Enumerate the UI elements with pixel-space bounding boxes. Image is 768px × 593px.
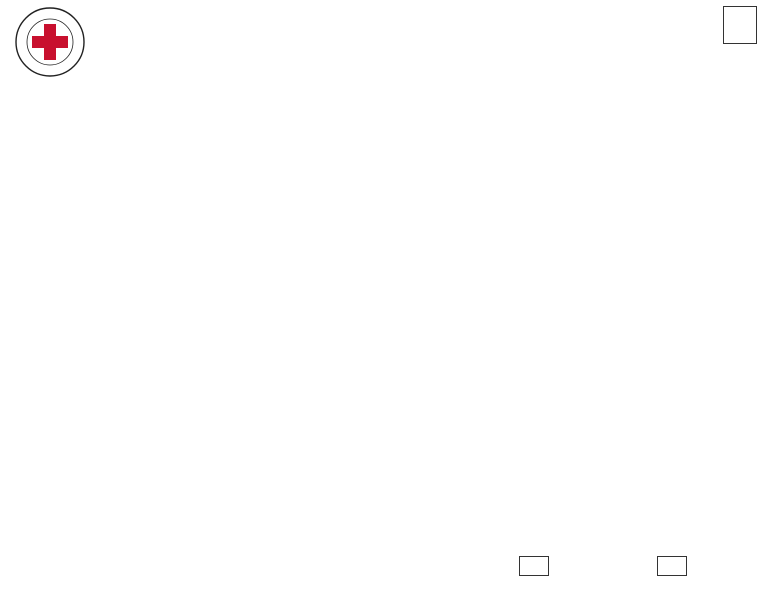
total-completed-field[interactable]	[657, 556, 687, 576]
total-enrolled-field[interactable]	[519, 556, 549, 576]
